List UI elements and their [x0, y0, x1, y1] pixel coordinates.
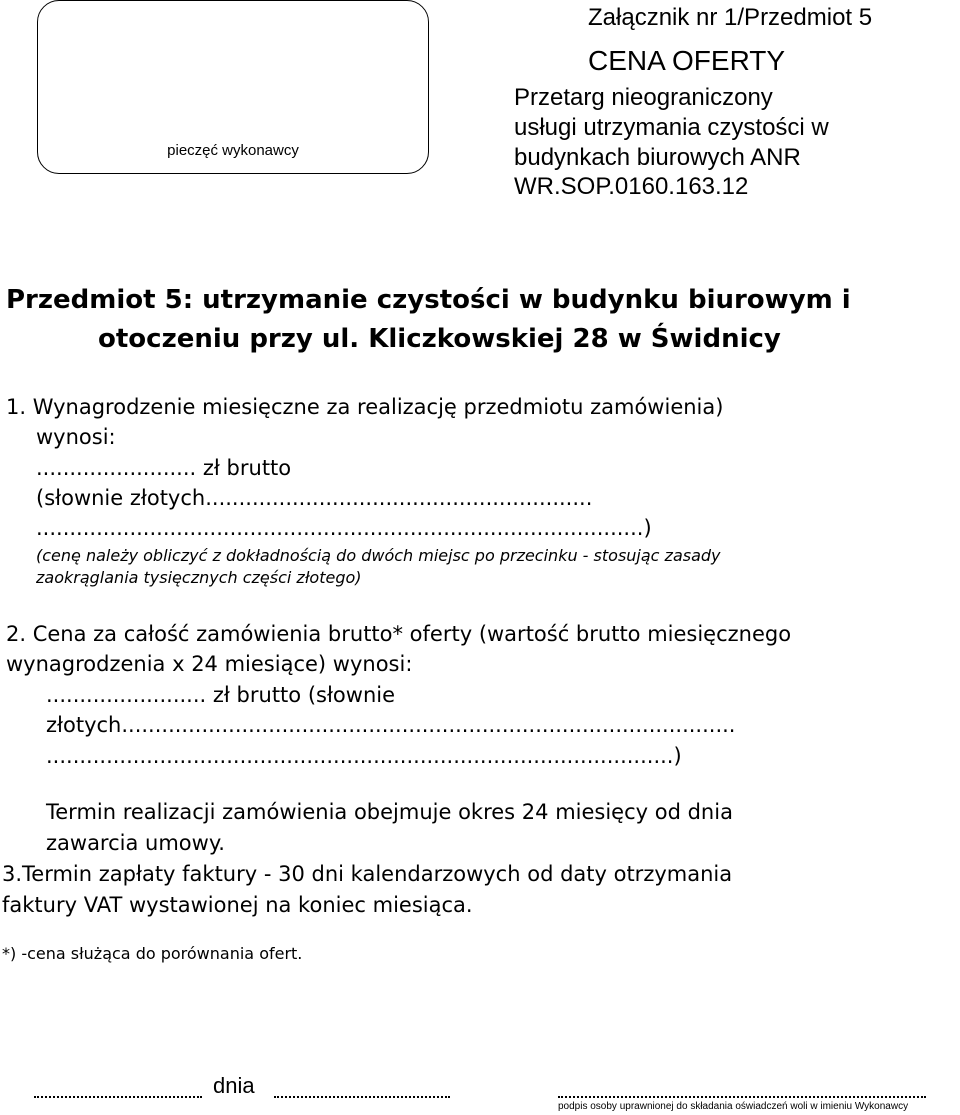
signature-dotted-line: [558, 1096, 926, 1098]
item1-line2: wynosi:: [36, 425, 116, 449]
footnote: *) -cena służąca do porównania ofert.: [2, 944, 303, 963]
subject-title-line2: otoczeniu przy ul. Kliczkowskiej 28 w Świdnicy: [98, 324, 781, 354]
tender-type: Przetarg nieograniczony: [514, 84, 773, 111]
item1-amount: ........................ zł brutto: [36, 456, 292, 480]
offer-title: CENA OFERTY: [588, 45, 786, 76]
date-dotted-line: [274, 1096, 450, 1098]
tender-subject-line2: budynkach biurowych ANR: [514, 144, 801, 171]
term-line1: Termin realizacji zamówienia obejmuje okres 24 miesięcy od dnia: [46, 800, 733, 824]
item2-line1: 2. Cena za całość zamówienia brutto* oferty (wartość brutto miesięcznego: [6, 622, 792, 646]
item1-words-end: ...........................................................................................): [36, 516, 652, 540]
stamp-box: [37, 0, 429, 174]
item1-line1: 1. Wynagrodzenie miesięczne za realizację przedmiotu zamówienia): [6, 395, 724, 419]
item1-words-start: (słownie złotych..........................................................: [36, 486, 593, 510]
item3-line2: faktury VAT wystawionej na koniec miesiąca.: [2, 893, 473, 917]
item3-line1: 3.Termin zapłaty faktury - 30 dni kalendarzowych od daty otrzymania: [2, 862, 733, 886]
annex-label: Załącznik nr 1/Przedmiot 5: [588, 4, 873, 31]
term-line2: zawarcia umowy.: [46, 831, 225, 855]
tender-subject-line1: usługi utrzymania czystości w: [514, 114, 829, 141]
item1-note-line2: zaokrąglania tysięcznych części złotego): [36, 568, 362, 587]
stamp-label: pieczęć wykonawcy: [167, 142, 299, 159]
date-label: dnia: [213, 1073, 255, 1098]
signature-caption: podpis osoby uprawnionej do składania oświadczeń woli w imieniu Wykonawcy: [558, 1101, 909, 1112]
item2-words-start: złotych............................................................................................: [46, 713, 736, 737]
item2-line2: wynagrodzenia x 24 miesiące) wynosi:: [6, 652, 413, 676]
item1-note-line1: (cenę należy obliczyć z dokładnością do dwóch miejsc po przecinku - stosując zasady: [36, 546, 721, 565]
subject-title-line1: Przedmiot 5: utrzymanie czystości w budynku biurowym i: [6, 285, 851, 315]
item2-words-end: ..............................................................................................): [46, 744, 682, 768]
place-dotted-line: [34, 1096, 202, 1098]
item2-amount: ........................ zł brutto (słownie: [46, 683, 396, 707]
case-number: WR.SOP.0160.163.12: [514, 173, 749, 200]
